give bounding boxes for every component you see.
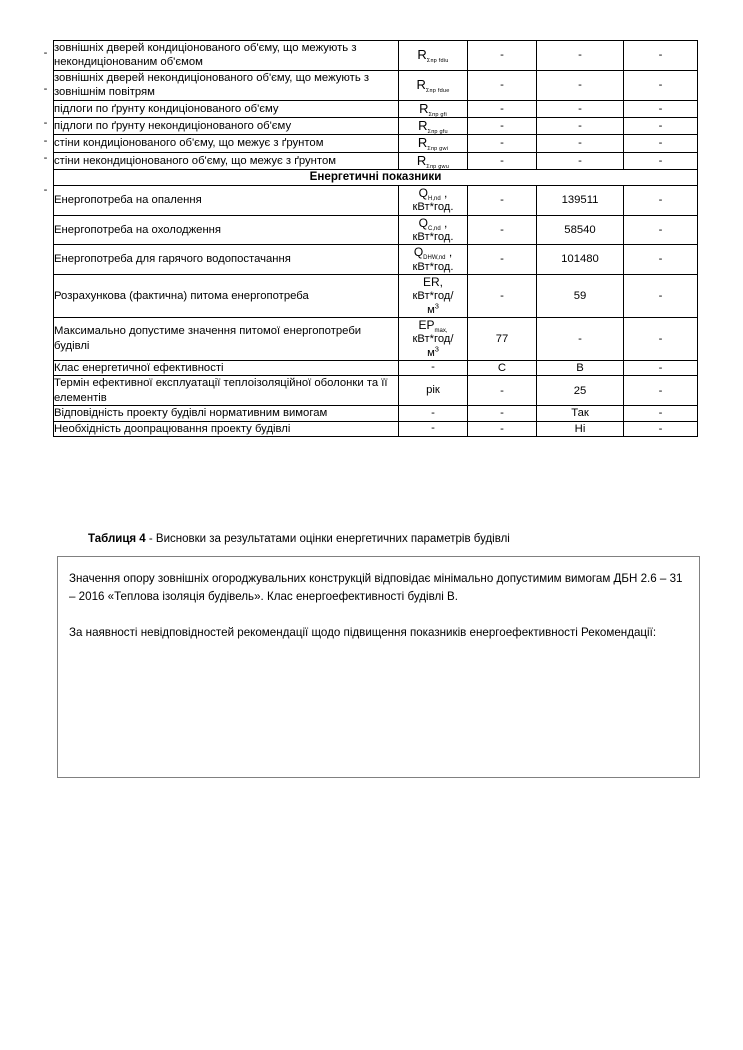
value-normative: - <box>468 376 537 406</box>
conclusion-paragraph-compliance: Значення опору зовнішніх огороджувальних конструкцій відповідає мінімально допустимим вимогам ДБН 2.6 – 31 – 2016 «Теплова ізоляція будівель». Клас енергоефективності будівлі В. <box>69 572 683 603</box>
parameter-name: Клас енергетичної ефективності <box>54 360 399 375</box>
table-caption-label: Таблиця 4 <box>88 533 146 545</box>
parameter-symbol: $R_{\Sigma пр fdiu}$ <box>399 41 468 71</box>
value-actual: - <box>537 70 624 100</box>
value-actual: Так <box>537 406 624 421</box>
parameter-symbol: $Q_{C,nd}$ , кВт*год. <box>399 215 468 245</box>
table-row <box>54 41 698 71</box>
parameter-name: Відповідність проекту будівлі нормативним вимогам <box>54 406 399 421</box>
parameter-name: стіни кондиціонованого об'єму, що межує з ґрунтом <box>54 135 399 152</box>
value-normative: - <box>468 406 537 421</box>
table-row <box>54 70 698 100</box>
row-marker: - <box>43 83 48 95</box>
parameter-symbol: ER, кВт*год/ $м^3$ <box>399 274 468 317</box>
value-actual: 58540 <box>537 215 624 245</box>
row-marker: - <box>43 117 48 129</box>
table-row <box>54 152 698 169</box>
parameter-unit: кВт*год/ <box>412 290 454 303</box>
value-extra: - <box>624 185 698 215</box>
table-row <box>54 317 698 360</box>
value-extra: - <box>624 421 698 436</box>
value-normative: - <box>468 41 537 71</box>
value-normative: - <box>468 421 537 436</box>
parameter-name: Максимально допустиме значення питомої енергопотреби будівлі <box>54 317 399 360</box>
value-normative: - <box>468 152 537 169</box>
value-extra: - <box>624 376 698 406</box>
value-extra: - <box>624 70 698 100</box>
table-row <box>54 245 698 275</box>
table-row <box>54 185 698 215</box>
value-extra: - <box>624 100 698 117</box>
parameter-symbol: $R_{\Sigma пр gwi}$ <box>399 135 468 152</box>
value-actual: 59 <box>537 274 624 317</box>
table-row <box>54 421 698 436</box>
value-extra: - <box>624 360 698 375</box>
parameter-unit: кВт*год. <box>412 230 454 243</box>
parameter-name: підлоги по ґрунту некондиціонованого об'єму <box>54 118 399 135</box>
parameter-symbol: $R_{\Sigma пр gfi}$ <box>399 100 468 117</box>
value-normative: - <box>468 215 537 245</box>
table-row <box>54 215 698 245</box>
value-extra: - <box>624 215 698 245</box>
parameter-symbol: - <box>399 421 468 436</box>
parameter-name: Термін ефективної експлуатації теплоізоляційної оболонки та її елементів <box>54 376 399 406</box>
table-row <box>54 135 698 152</box>
row-marker: - <box>43 47 48 59</box>
value-actual: 101480 <box>537 245 624 275</box>
value-actual: Ні <box>537 421 624 436</box>
table-row <box>54 100 698 117</box>
table-row <box>54 406 698 421</box>
table-row <box>54 274 698 317</box>
conclusion-paragraph-recommendations: За наявності невідповідностей рекомендації щодо підвищення показників енергоефективності Рекомендації: <box>69 626 657 639</box>
value-normative: - <box>468 245 537 275</box>
parameter-symbol: $R_{\Sigma пр gwu}$ <box>399 152 468 169</box>
value-extra: - <box>624 135 698 152</box>
value-normative: - <box>468 274 537 317</box>
parameter-symbol: $Q_{H,nd}$ , кВт*год. <box>399 185 468 215</box>
value-actual: В <box>537 360 624 375</box>
parameter-unit: кВт*год. <box>412 260 454 273</box>
parameter-unit-volume: $м^3$ <box>427 343 439 359</box>
parameter-unit: кВт*год. <box>412 201 454 214</box>
value-actual: - <box>537 135 624 152</box>
table-caption <box>88 532 510 547</box>
value-actual: - <box>537 118 624 135</box>
value-actual: - <box>537 152 624 169</box>
table-row <box>54 118 698 135</box>
value-extra: - <box>624 317 698 360</box>
parameter-name: Необхідність доопрацювання проекту будівлі <box>54 421 399 436</box>
parameter-symbol: $R_{\Sigma пр fdue}$ <box>399 70 468 100</box>
value-extra: - <box>624 41 698 71</box>
value-extra: - <box>624 245 698 275</box>
parameter-symbol: рік <box>399 376 468 406</box>
table-row <box>54 360 698 375</box>
energy-parameters-table-block <box>43 40 689 437</box>
value-normative: 77 <box>468 317 537 360</box>
parameter-symbol: $Q_{DHW,nd}$ , кВт*год. <box>399 245 468 275</box>
value-extra: - <box>624 406 698 421</box>
value-actual: 139511 <box>537 185 624 215</box>
parameter-symbol: - <box>399 406 468 421</box>
table-section-header-row <box>54 170 698 186</box>
value-normative: - <box>468 118 537 135</box>
parameter-name: Енергопотреба на опалення <box>54 185 399 215</box>
parameter-name: зовнішніх дверей кондиціонованого об'єму, що межують з некондиціонованим об'ємом <box>54 41 399 71</box>
parameter-name: Розрахункова (фактична) питома енергопотреба <box>54 274 399 317</box>
row-marker: - <box>43 184 48 196</box>
conclusions-box <box>57 556 700 778</box>
value-actual: 25 <box>537 376 624 406</box>
parameter-symbol: $EP_{max,}$ кВт*год/ $м^3$ <box>399 317 468 360</box>
parameter-unit: кВт*год/ <box>412 333 454 346</box>
parameters-table <box>53 40 698 437</box>
value-normative: - <box>468 185 537 215</box>
parameter-unit-volume: $м^3$ <box>427 300 439 316</box>
value-normative: С <box>468 360 537 375</box>
value-actual: - <box>537 41 624 71</box>
row-marker: - <box>43 135 48 147</box>
value-normative: - <box>468 100 537 117</box>
table-row <box>54 376 698 406</box>
value-normative: - <box>468 70 537 100</box>
parameter-name: стіни некондиціонованого об'єму, що межує з ґрунтом <box>54 152 399 169</box>
value-normative: - <box>468 135 537 152</box>
parameter-name: підлоги по ґрунту кондиціонованого об'єму <box>54 100 399 117</box>
parameter-symbol: - <box>399 360 468 375</box>
parameter-symbol: $R_{\Sigma пр gfu}$ <box>399 118 468 135</box>
value-extra: - <box>624 274 698 317</box>
value-actual: - <box>537 317 624 360</box>
section-header-energy-indicators: Енергетичні показники <box>54 170 698 186</box>
table-caption-text: - Висновки за результатами оцінки енергетичних параметрів будівлі <box>145 533 510 545</box>
row-marker: - <box>43 152 48 164</box>
value-actual: - <box>537 100 624 117</box>
parameter-name: зовнішніх дверей некондиціонованого об'єму, що межують з зовнішнім повітрям <box>54 70 399 100</box>
parameter-name: Енергопотреба для гарячого водопостачання <box>54 245 399 275</box>
value-extra: - <box>624 118 698 135</box>
parameter-name: Енергопотреба на охолодження <box>54 215 399 245</box>
value-extra: - <box>624 152 698 169</box>
